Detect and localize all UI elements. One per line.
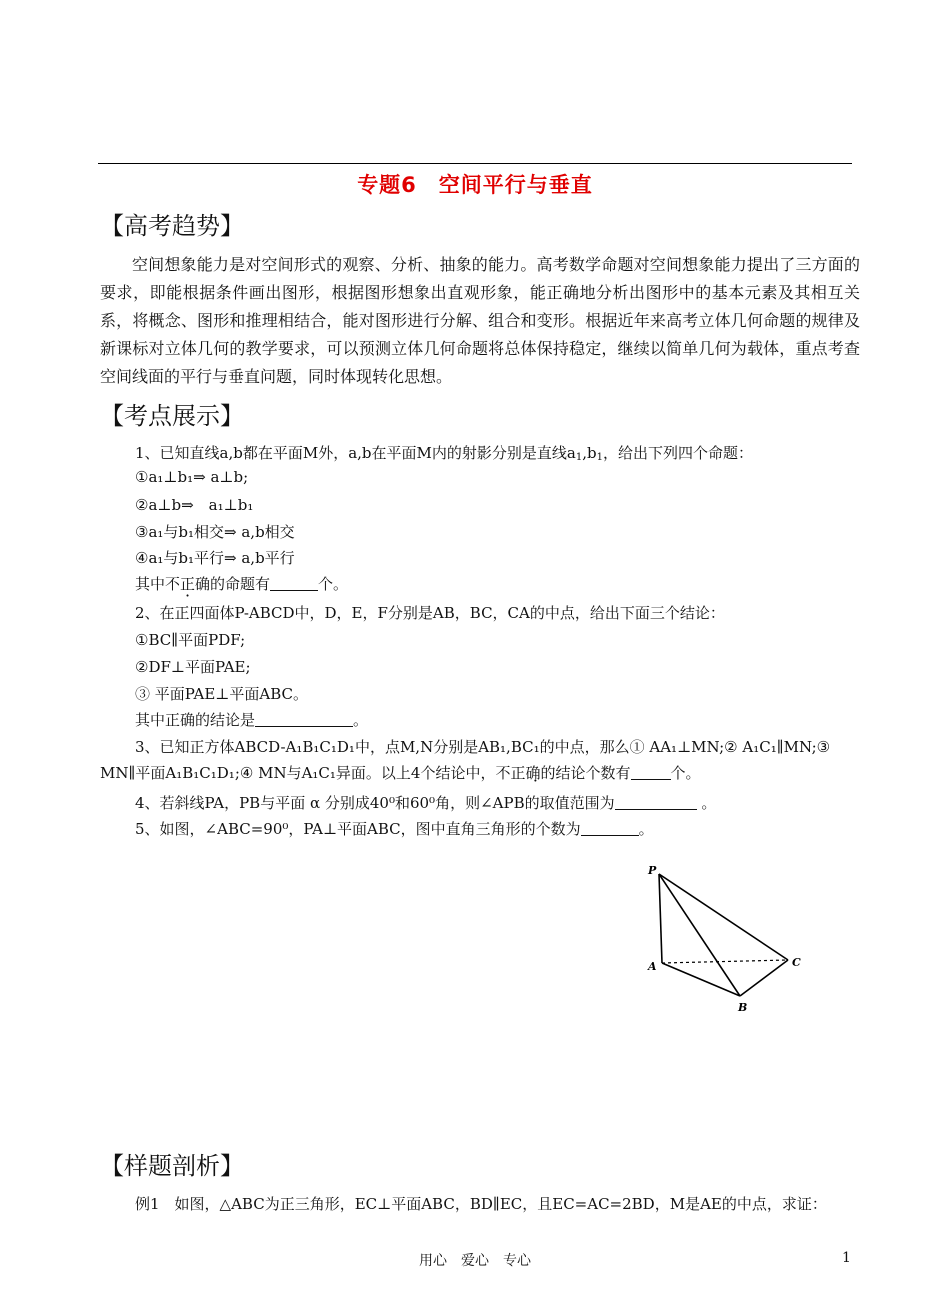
emphasis-dots: 不正确 [495, 764, 541, 782]
q1-stem: 1、已知直线a,b都在平面M外，a,b在平面M内的射影分别是直线$a_1,b_1$，给出下列四个命题： [135, 444, 753, 463]
section-heading-trend: 【高考趋势】 [100, 212, 244, 240]
answer-blank[interactable] [270, 574, 318, 591]
edge-pb [659, 874, 740, 996]
example-1-text: 例1 如图，△ABC为正三角形，EC⊥平面ABC，BD∥EC，且EC=AC=2BD，M是AE的中点，求证： [135, 1195, 827, 1213]
q1-option-4: ④a₁与b₁平行⇒ a,b平行 [135, 549, 295, 567]
answer-blank[interactable] [255, 710, 353, 727]
section-heading-points: 【考点展示】 [100, 402, 244, 430]
header-rule [98, 163, 852, 164]
edge-bc [740, 960, 788, 996]
q2-question: 其中正确的结论是 。 [135, 711, 369, 729]
edge-ac-hidden [662, 960, 788, 963]
q2-conclusion-2: ②DF⊥平面PAE; [135, 658, 251, 676]
q1-option-3: ③a₁与b₁相交⇒ a,b相交 [135, 523, 295, 541]
q3-text: 3、已知正方体ABCD-A₁B₁C₁D₁中，点M,N分别是AB₁,BC₁的中点，那么① AA₁⊥MN;② A₁C₁∥MN;③ MN∥平面A₁B₁C₁D₁;④ MN与A₁C₁异面。以上4个结论中，不正确的结论个数有 个。 [100, 738, 831, 782]
edge-pc [659, 874, 788, 960]
page-number: 1 [842, 1250, 851, 1266]
edge-pa [659, 874, 662, 963]
q5-text: 5、如图，∠ABC=90⁰，PA⊥平面ABC，图中直角三角形的个数为 。 [135, 820, 654, 838]
q2-conclusion-3: ③ 平面PAE⊥平面ABC。 [135, 685, 308, 703]
label-b: B [738, 1001, 748, 1014]
q1-option-1: ①a₁⊥b₁⇒ a⊥b; [135, 468, 249, 486]
footer-slogan: 用心 爱心 专心 [419, 1253, 531, 1269]
q4-text: 4、若斜线PA，PB与平面 α 分别成40⁰和60⁰角，则∠APB的取值范围为 。 [135, 794, 717, 812]
page-title: 专题6 空间平行与垂直 [357, 173, 593, 197]
emphasis-dots: 不正确 [165, 575, 211, 593]
label-c: C [792, 956, 801, 969]
label-a: A [648, 960, 657, 973]
q1-option-2: ②a⊥b⇒ a₁⊥b₁ [135, 496, 254, 514]
answer-blank[interactable] [581, 819, 639, 836]
section-heading-examples: 【样题剖析】 [100, 1152, 244, 1180]
answer-blank[interactable] [631, 763, 671, 780]
tetrahedron-figure [640, 862, 820, 1017]
label-p: P [648, 864, 657, 877]
trend-paragraph [100, 251, 860, 391]
answer-blank[interactable] [615, 793, 697, 810]
q2-conclusion-1: ①BC∥平面PDF; [135, 631, 246, 649]
q2-stem: 2、在正四面体P-ABCD中，D，E，F分别是AB，BC，CA的中点，给出下面三个结论： [135, 604, 725, 622]
trend-text: 空间想象能力是对空间形式的观察、分析、抽象的能力。高考数学命题对空间想象能力提出了三方面的要求，即能根据条件画出图形，根据图形想象出直观形象，能正确地分析出图形中的基本元素及其相互关系，将概念、图形和推理相结合，能对图形进行分解、组合和变形。根据近年来高考立体几何命题的规律及新课标对立体几何的教学要求，可以预测立体几何命题将总体保持稳定，继续以简单几何为载体，重点考查空间线面的平行与垂直问题，同时体现转化思想。 [100, 255, 860, 386]
q1-question: 其中不正确的命题有 个。 [135, 575, 349, 593]
